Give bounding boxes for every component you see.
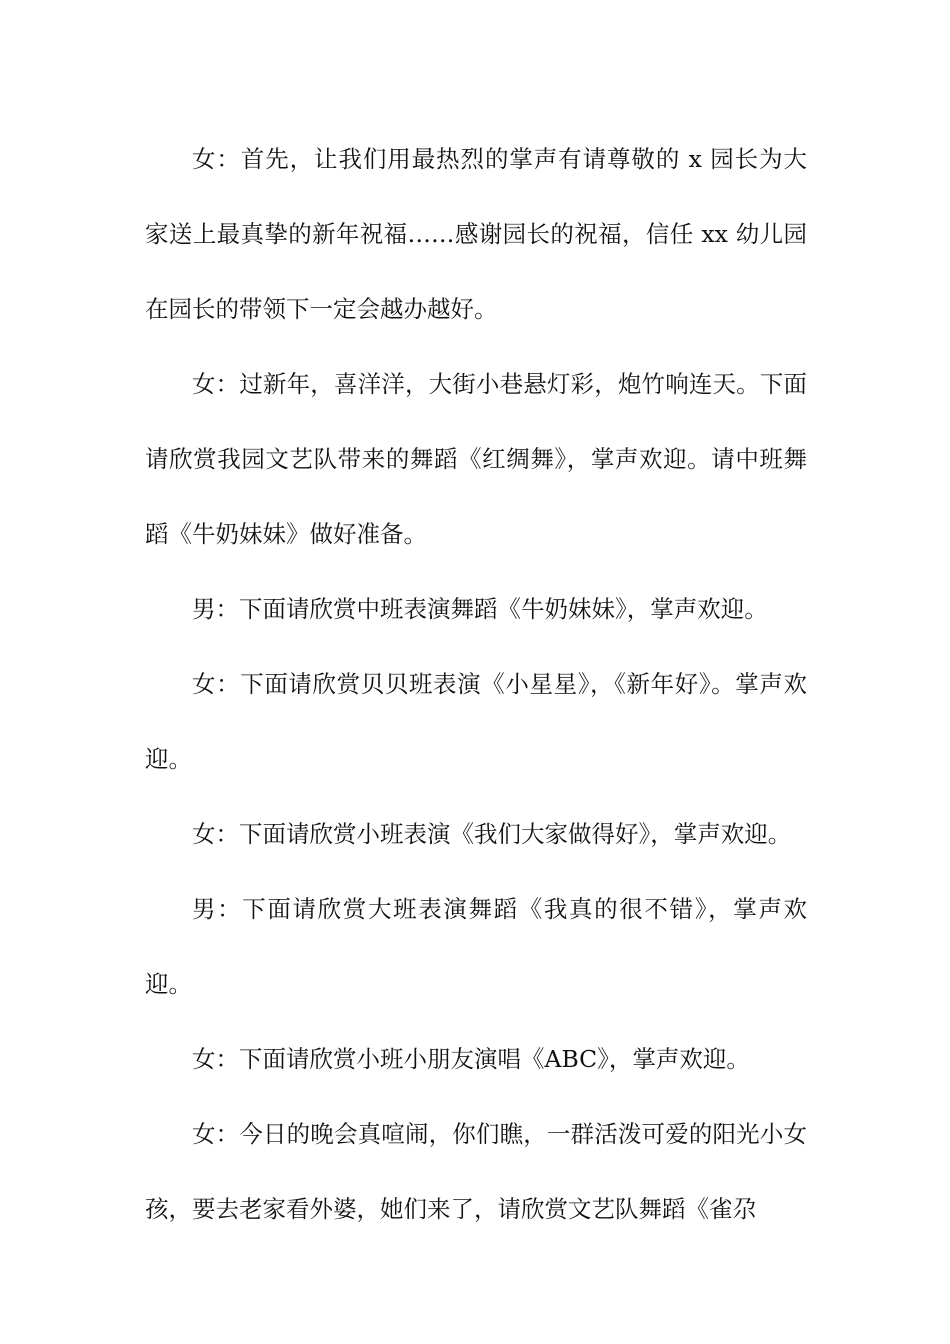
paragraph-3: 男：下面请欣赏中班表演舞蹈《牛奶妹妹》，掌声欢迎。 <box>192 595 768 623</box>
paragraph-4: 女：下面请欣赏贝贝班表演《小星星》，《新年好》。掌声欢迎。 <box>145 670 807 773</box>
paragraph-7: 女：下面请欣赏小班小朋友演唱《ABC》，掌声欢迎。 <box>192 1045 750 1073</box>
paragraph-5: 女：下面请欣赏小班表演《我们大家做得好》，掌声欢迎。 <box>192 820 792 848</box>
document-body <box>145 122 807 1247</box>
paragraph-8: 女：今日的晚会真喧闹，你们瞧，一群活泼可爱的阳光小女孩，要去老家看外婆，她们来了，请欣赏文艺队舞蹈《雀尕 <box>145 1120 807 1223</box>
paragraph-6: 男：下面请欣赏大班表演舞蹈《我真的很不错》，掌声欢迎。 <box>145 895 807 998</box>
paragraph-2: 女：过新年，喜洋洋，大街小巷悬灯彩，炮竹响连天。下面请欣赏我园文艺队带来的舞蹈《红绸舞》，掌声欢迎。请中班舞蹈《牛奶妹妹》做好准备。 <box>145 370 807 548</box>
paragraph-1: 女：首先，让我们用最热烈的掌声有请尊敬的 x 园长为大家送上最真挚的新年祝福……感谢园长的祝福，信任 xx 幼儿园在园长的带领下一定会越办越好。 <box>145 145 807 323</box>
